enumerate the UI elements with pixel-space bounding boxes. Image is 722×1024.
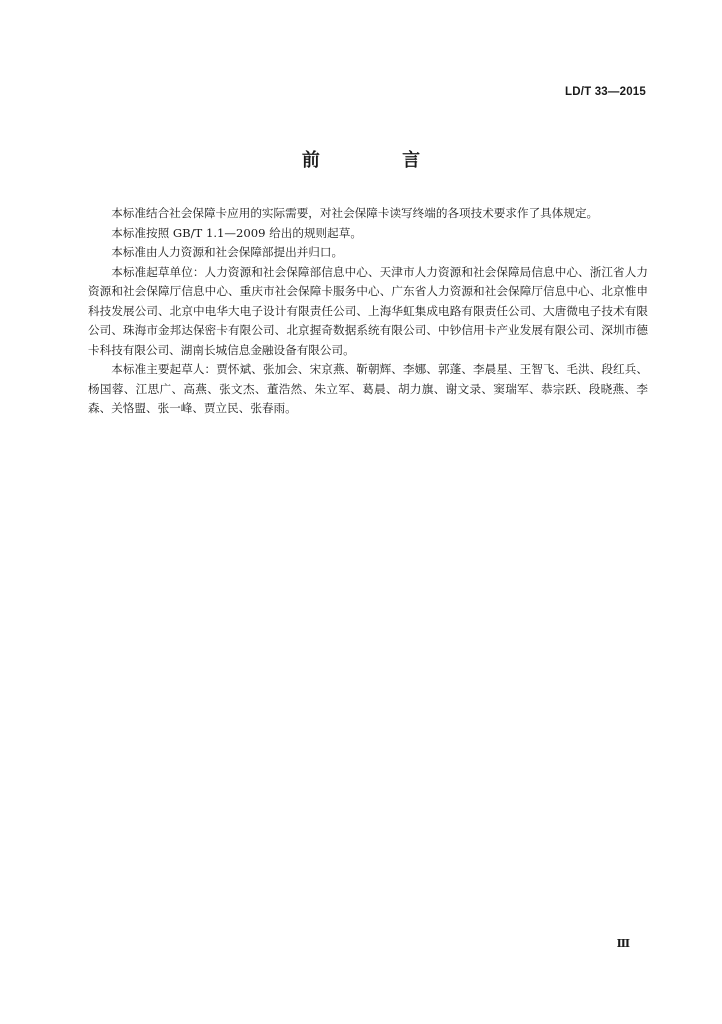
- paragraph-scope: 本标准结合社会保障卡应用的实际需要，对社会保障卡读写终端的各项技术要求作了具体规定。: [111, 206, 599, 220]
- page-number: Ⅲ: [616, 938, 630, 950]
- page-title: 前 言: [301, 150, 459, 171]
- paragraph-drafters: 本标准主要起草人：贾怀斌、张加会、宋京燕、靳朝辉、李娜、郭蓬、李晨星、王智飞、毛洪、段红兵、杨国蓉、江思广、高燕、张文杰、董浩然、朱立军、葛晨、胡力旗、谢文录、窦瑞军、恭宗跃、段晓燕、李森、关恪盟、张一峰、贾立民、张春雨。: [88, 362, 648, 415]
- foreword-body: [88, 204, 648, 419]
- paragraph-proposer: 本标准由人力资源和社会保障部提出并归口。: [111, 245, 344, 259]
- standard-code: LD/T 33—2015: [564, 86, 646, 98]
- paragraph-drafting-units: 本标准起草单位：人力资源和社会保障部信息中心、天津市人力资源和社会保障局信息中心、浙江省人力资源和社会保障厅信息中心、重庆市社会保障卡服务中心、广东省人力资源和社会保障厅信息中心、北京惟申科技发展公司、北京中电华大电子设计有限责任公司、上海华虹集成电路有限责任公司、大唐微电子技术有限公司、珠海市金邦达保密卡有限公司、北京握奇数据系统有限公司、中钞信用卡产业发展有限公司、深圳市德卡科技有限公司、湖南长城信息金融设备有限公司。: [88, 264, 648, 357]
- paragraph-drafting-rules: 本标准按照 GB/T 1.1—2009 给出的规则起草。: [111, 225, 362, 240]
